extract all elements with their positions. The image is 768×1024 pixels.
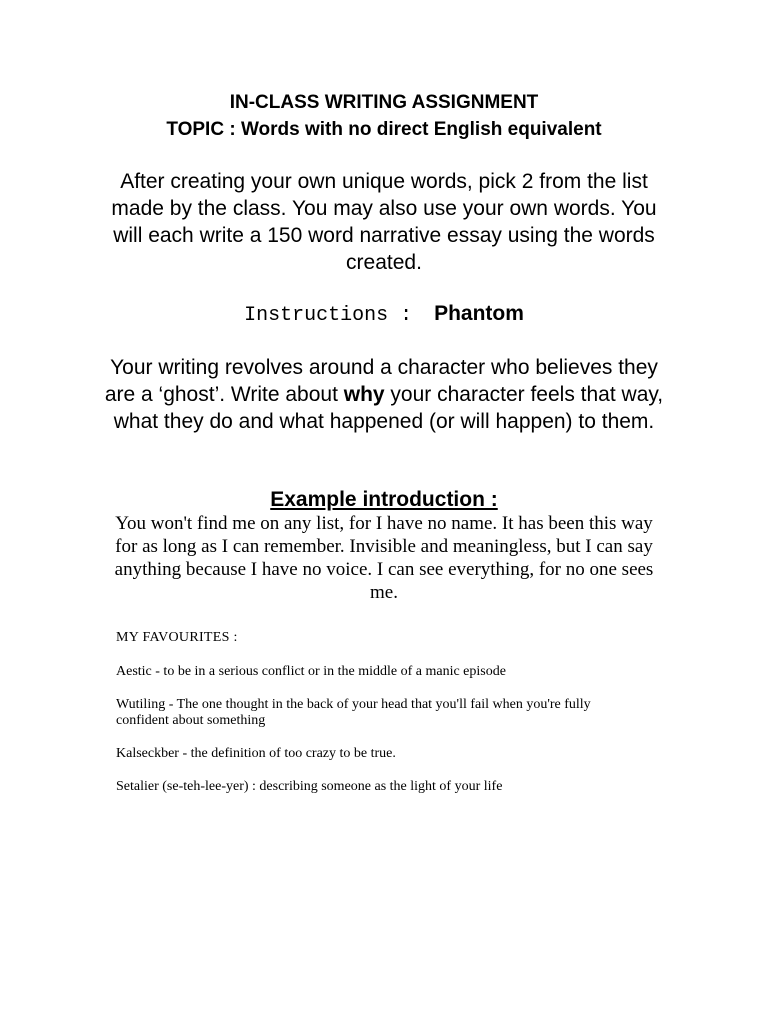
favourite-item-aestic: Aestic - to be in a serious conflict or in the middle of a manic episode xyxy=(116,664,506,679)
assignment-title: IN-CLASS WRITING ASSIGNMENT xyxy=(229,92,539,113)
assignment-topic: TOPIC : Words with no direct English equivalent xyxy=(166,119,602,140)
instructions-row xyxy=(0,302,768,327)
instructions-value: Phantom xyxy=(434,302,524,325)
example-heading: Example introduction : xyxy=(270,488,498,511)
prompt-text-before: Your writing revolves around a character who believes they are a ‘ghost’. Write about xyxy=(104,356,658,406)
assignment-header xyxy=(0,89,768,143)
favourite-item-kalseckber: Kalseckber - the definition of too crazy to be true. xyxy=(116,746,396,761)
favourite-item-wutiling: Wutiling - The one thought in the back of your head that you'll fail when you're fully confident about something xyxy=(116,697,591,728)
instructions-label: Instructions : xyxy=(244,304,413,327)
favourites-section xyxy=(116,630,646,812)
prompt-paragraph xyxy=(104,354,664,435)
example-text: You won't find me on any list, for I have no name. It has been this way for as long as I can remember. Invisible and meaningless, but I can say anything because I have no voice. I can see everything, for no one sees me. xyxy=(114,513,654,603)
prompt-text-after: your character feels that way, what they do and what happened (or will happen) to them. xyxy=(113,383,664,433)
intro-paragraph: After creating your own unique words, pick 2 from the list made by the class. You may also use your own words. You will each write a 150 word narrative essay using the words created. xyxy=(111,170,657,274)
favourites-heading: MY FAVOURITES : xyxy=(116,630,238,645)
prompt-emphasis: why xyxy=(343,383,385,406)
favourite-item-setalier: Setalier (se-teh-lee-yer) : describing someone as the light of your life xyxy=(116,779,503,794)
